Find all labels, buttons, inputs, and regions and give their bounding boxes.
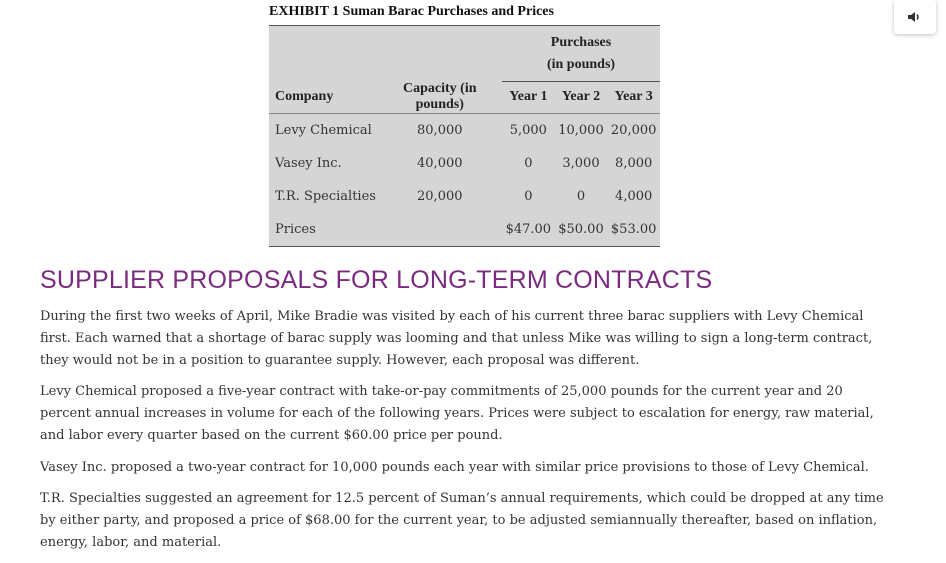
exhibit-table [269,25,660,247]
cell-capacity: 40,000 [417,155,463,171]
cell-price-year1: $47.00 [505,221,552,237]
cell-company: Levy Chemical [269,114,378,147]
table-header-row [269,81,660,114]
paragraph: Vasey Inc. proposed a two-year contract for 10,000 pounds each year with similar price provisions to those of Levy Chemical. [40,460,869,475]
col-company: Company [275,89,334,104]
col-year3: Year 3 [607,81,660,114]
cell-year3: 20,000 [607,114,660,147]
cell-year1: 0 [524,188,533,204]
col-capacity: Capacity (in pounds) [403,81,477,112]
purchases-header: Purchases (in pounds) [546,35,616,72]
table-row [269,180,660,213]
cell-company: T.R. Specialties [275,188,376,204]
cell-capacity: 20,000 [417,188,463,204]
cell-year2: 3,000 [562,155,600,171]
cell-company: Vasey Inc. [275,155,342,171]
cell-year1: 5,000 [502,114,555,147]
paragraph: Levy Chemical proposed a five-year contract with take-or-pay commitments of 25,000 pounds for the current year and 20 percent annual increases in volume for each of the following years. Prices were subject to escalation for energy, raw material, and labor every quarter based on the current $60.00 price per pound. [40,384,874,443]
table-row [269,114,660,147]
speaker-icon [908,11,922,23]
cell-prices-label: Prices [275,221,316,237]
table-row [269,147,660,180]
cell-year1: 0 [524,155,533,171]
cell-year3: 8,000 [615,155,653,171]
cell-year2: 10,000 [555,114,608,147]
col-year2: Year 2 [555,81,608,114]
section-heading: SUPPLIER PROPOSALS FOR LONG-TERM CONTRACTS [40,266,713,294]
paragraph: T.R. Specialties suggested an agreement for 12.5 percent of Suman’s annual requirements, which could be dropped at any time by either party, and proposed a price of $68.00 for the current year, to be adjusted semiannually thereafter, based on inflation, energy, labor, and material. [40,491,884,550]
col-year1: Year 1 [502,81,555,114]
exhibit-title: EXHIBIT 1 Suman Barac Purchases and Prices [269,4,554,19]
cell-price-year3: $53.00 [610,221,657,237]
prices-row [269,213,660,246]
cell-price-year2: $50.00 [558,221,604,237]
table-header-group [269,26,660,81]
paragraph: During the first two weeks of April, Mike Bradie was visited by each of his current three barac suppliers with Levy Chemical first. Each warned that a shortage of barac supply was looming and that unless Mike was willing to sign a long-term contract, they would not be in a position to guarantee supply. However, each proposal was different. [40,309,873,368]
cell-year2: 0 [576,188,586,204]
audio-button[interactable] [894,0,936,34]
cell-year3: 4,000 [615,188,653,204]
cell-capacity: 80,000 [378,114,503,147]
